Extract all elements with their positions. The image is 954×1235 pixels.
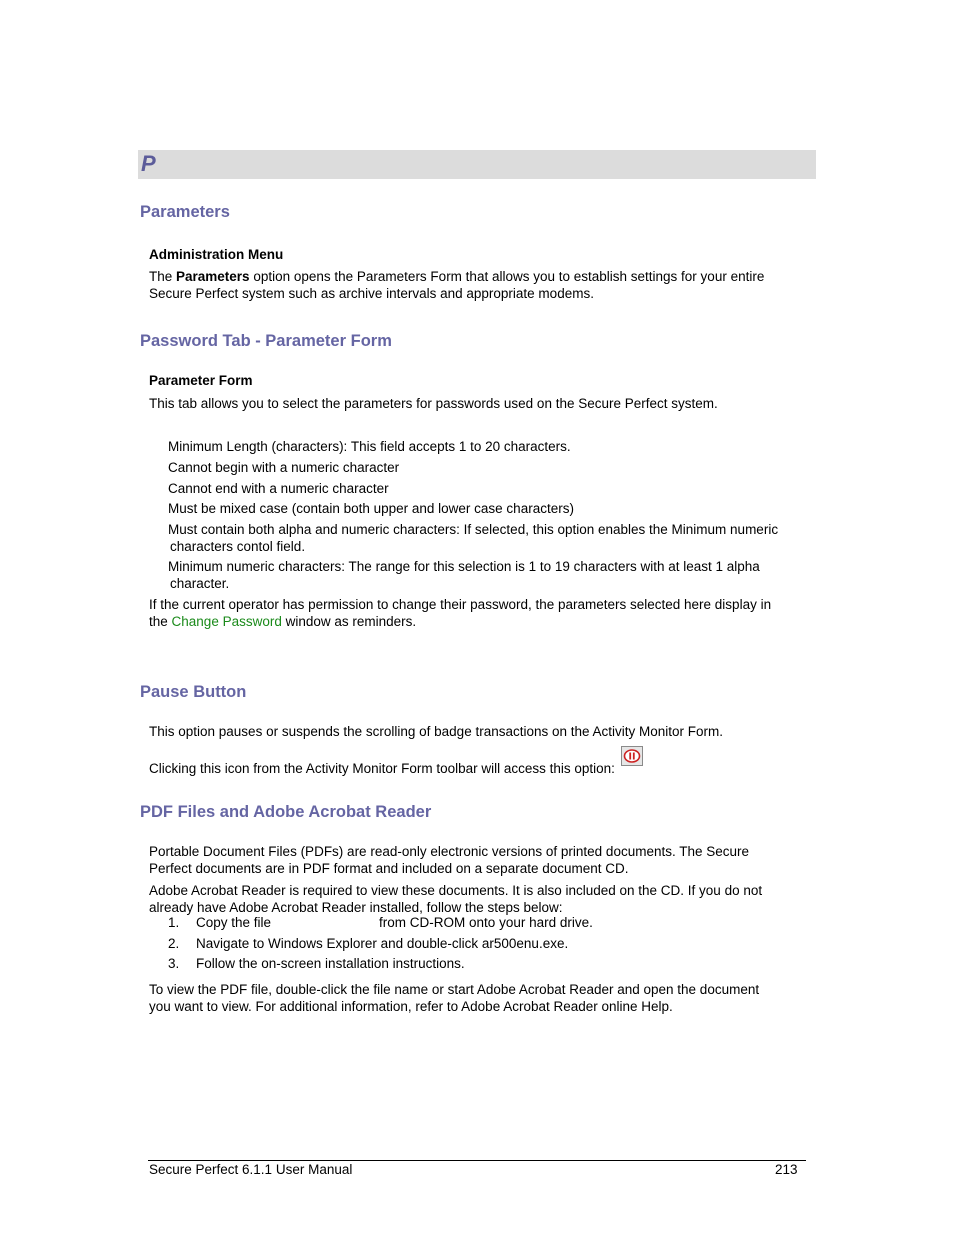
list-item: [168, 439, 808, 456]
pdf-paragraph-1-line-1: Portable Document Files (PDFs) are read-only electronic versions of printed documents. The Secure: [149, 844, 750, 859]
pdf-paragraph-3: [149, 982, 809, 1015]
pause-icon: [621, 746, 643, 766]
parameters-heading: Parameters: [140, 203, 230, 221]
list-item: [168, 460, 808, 477]
password-tab-closing: [149, 597, 809, 630]
closing-before-link: the: [149, 613, 172, 629]
closing-line-1: If the current operator has permission to change their password, the parameters selected here display in: [149, 597, 772, 612]
parameters-text-bold: Parameters: [176, 269, 250, 284]
step-text: Follow the on-screen installation instructions.: [196, 956, 465, 971]
pdf-paragraph-3-line-1: To view the PDF file, double-click the file name or start Adobe Acrobat Reader and open the document: [149, 982, 760, 997]
page-number: 213: [775, 1162, 798, 1177]
numbered-step: [168, 936, 568, 951]
footer-title: Secure Perfect 6.1.1 User Manual: [149, 1162, 353, 1177]
list-item: [168, 481, 808, 498]
step-number: 3.: [168, 956, 180, 971]
pause-button-text-1: This option pauses or suspends the scrolling of badge transactions on the Activity Monitor Form.: [149, 724, 724, 739]
pdf-paragraph-2: [149, 883, 809, 916]
pdf-heading: PDF Files and Adobe Acrobat Reader: [140, 803, 432, 821]
list-item-text: Cannot end with a numeric character: [168, 481, 389, 496]
pdf-paragraph-3-line-2: you want to view. For additional information, refer to Adobe Acrobat Reader online Help.: [149, 998, 673, 1014]
password-tab-intro: This tab allows you to select the parameters for passwords used on the Secure Perfect system.: [149, 396, 718, 411]
parameters-text-after: option opens the Parameters Form that allows you to establish settings for your entire Secure Perfect system such as archive intervals and appropriate modems.: [149, 269, 765, 301]
section-letter: P: [141, 151, 156, 176]
pdf-paragraph-1-line-2: Perfect documents are in PDF format and included on a separate document CD.: [149, 860, 629, 876]
pause-button-text-2: Clicking this icon from the Activity Monitor Form toolbar will access this option:: [149, 761, 615, 776]
section-letter-bar: [138, 150, 816, 179]
parameters-description: [149, 269, 809, 302]
pause-button-heading: Pause Button: [140, 683, 247, 701]
step-text-after: from CD-ROM onto your hard drive.: [379, 915, 593, 930]
pause-button-text-2-row: [149, 756, 809, 778]
step-number: 1.: [168, 915, 180, 930]
list-item-text: Must be mixed case (contain both upper and lower case characters): [168, 501, 574, 516]
list-item-text: Minimum Length (characters): This field accepts 1 to 20 characters.: [168, 439, 571, 454]
list-item-text: Cannot begin with a numeric character: [168, 460, 400, 475]
list-item-continuation: character.: [170, 575, 230, 591]
pdf-paragraph-2-line-2: already have Adobe Acrobat Reader installed, follow the steps below:: [149, 899, 563, 915]
step-text: Navigate to Windows Explorer and double-click ar500enu.exe.: [196, 936, 569, 951]
password-tab-heading: Password Tab - Parameter Form: [140, 332, 392, 350]
change-password-link[interactable]: Change Password: [171, 613, 282, 629]
list-item: [168, 522, 808, 555]
list-item-text: Minimum numeric characters: The range for this selection is 1 to 19 characters with at least 1 alpha: [168, 559, 760, 574]
pdf-paragraph-2-line-1: Adobe Acrobat Reader is required to view these documents. It is also included on the CD. If you do not: [149, 883, 763, 898]
step-number: 2.: [168, 936, 180, 951]
list-item-text: Must contain both alpha and numeric characters: If selected, this option enables the Minimum numeric: [168, 522, 779, 537]
step-text: Copy the file: [196, 915, 272, 930]
numbered-step: [168, 956, 465, 971]
list-item: [168, 501, 808, 518]
parameters-text-before: The: [149, 269, 177, 284]
numbered-step: [168, 915, 593, 930]
closing-after-link: window as reminders.: [281, 613, 417, 629]
list-item-continuation: characters contol field.: [170, 538, 306, 554]
footer-divider: [148, 1160, 806, 1161]
parameter-form-subheading: Parameter Form: [149, 373, 253, 388]
administration-menu-subheading: Administration Menu: [149, 247, 284, 262]
list-item: [168, 559, 808, 592]
pdf-paragraph-1: [149, 844, 809, 877]
